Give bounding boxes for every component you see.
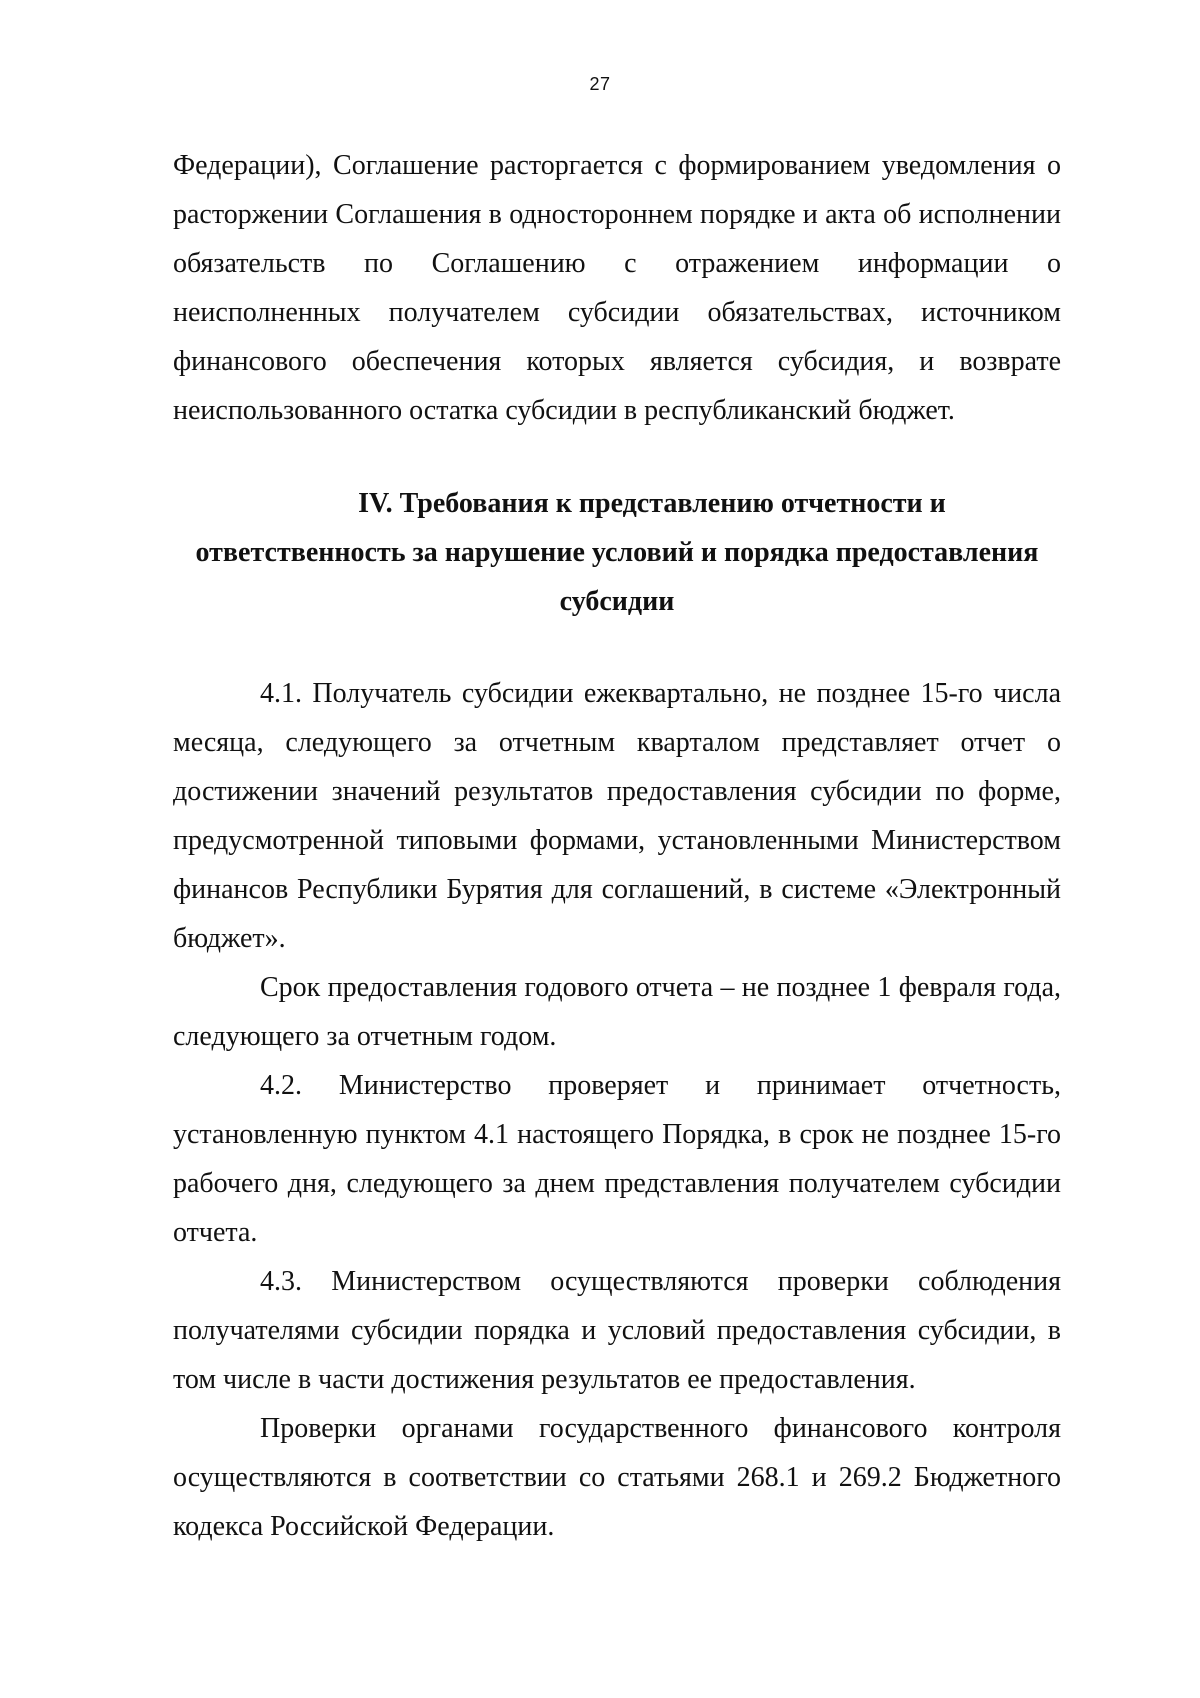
intro-block	[173, 141, 1061, 435]
page-number: 27	[589, 74, 611, 94]
paragraph-4-3: 4.3. Министерством осуществляются проверки соблюдения получателями субсидии порядка и условий предоставления субсидии, в том числе в части достижения результатов ее предоставления.	[173, 1266, 1061, 1395]
paragraph-annual-report-deadline: Срок предоставления годового отчета – не позднее 1 февраля года, следующего за отчетным годом.	[173, 972, 1061, 1052]
section-heading-line-2: ответственность за нарушение условий и порядка предоставления	[195, 537, 1039, 568]
paragraph-state-financial-control: Проверки органами государственного финансового контроля осуществляются в соответствии со статьями 268.1 и 269.2 Бюджетного кодекса Российской Федерации.	[173, 1413, 1061, 1542]
paragraph-4-2: 4.2. Министерство проверяет и принимает отчетность, установленную пунктом 4.1 настоящего Порядка, в срок не позднее 15-го рабочего дня, следующего за днем представления получателем субсидии отчета.	[173, 1070, 1061, 1248]
section-heading	[173, 479, 1061, 626]
section-heading-line-3: субсидии	[559, 586, 675, 617]
section-heading-line-1: IV. Требования к представлению отчетности и	[358, 488, 946, 519]
section-body	[173, 669, 1061, 1551]
paragraph-4-1: 4.1. Получатель субсидии ежеквартально, не позднее 15-го числа месяца, следующего за отчетным кварталом представляет отчет о достижении значений результатов предоставления субсидии по форме, предусмотренной типовыми формами, установленными Министерством финансов Республики Бурятия для соглашений, в системе «Электронный бюджет».	[173, 678, 1061, 954]
intro-paragraph: Федерации), Соглашение расторгается с формированием уведомления о расторжении Соглашения в одностороннем порядке и акта об исполнении обязательств по Соглашению с отражением информации о неисполненных получателем субсидии обязательствах, источником финансового обеспечения которых является субсидия, и возврате неиспользованного остатка субсидии в республиканский бюджет.	[173, 150, 1061, 426]
